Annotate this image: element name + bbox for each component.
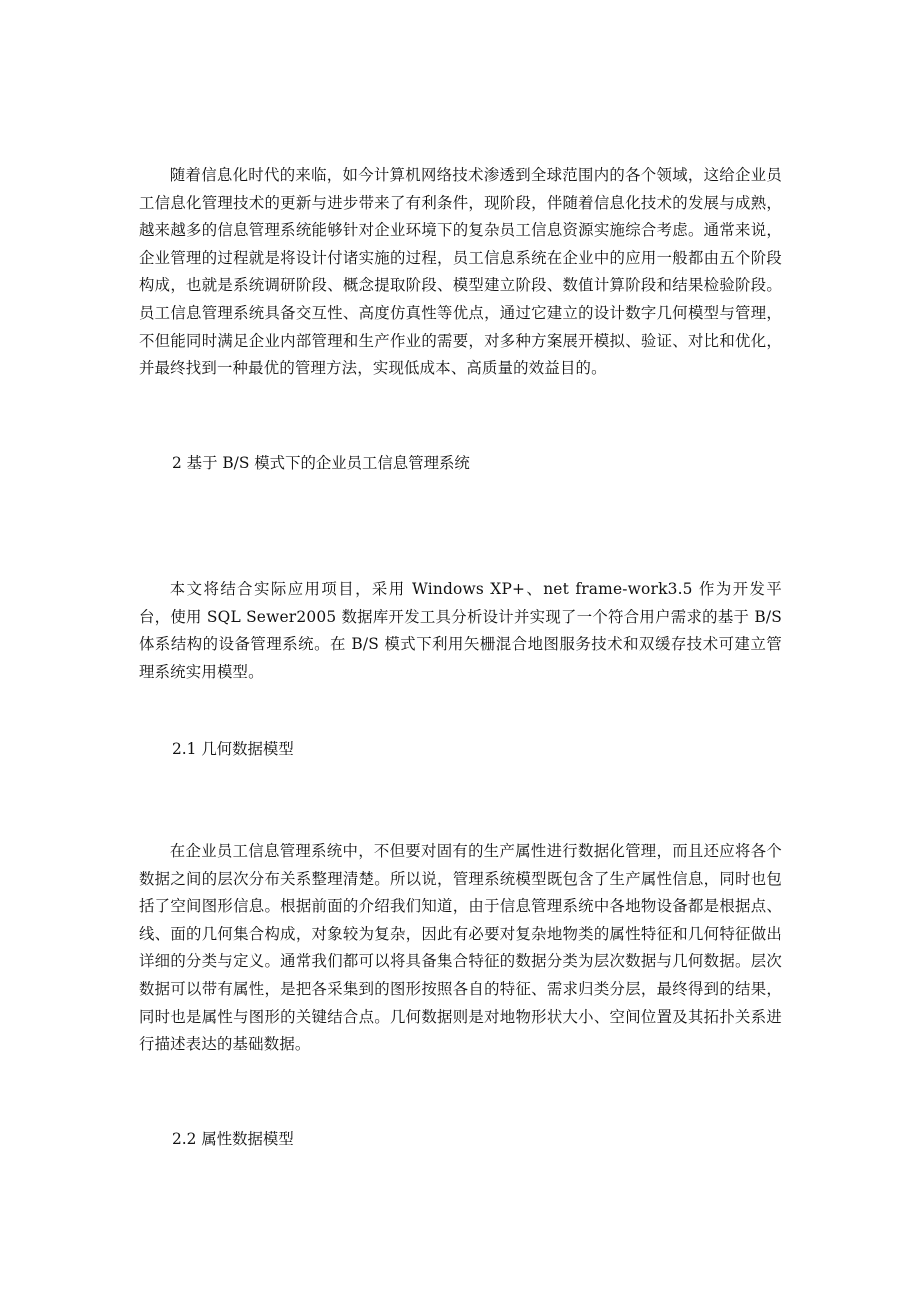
section-heading-2-1: 2.1 几何数据模型 [172,740,294,758]
section-heading-2-2: 2.2 属性数据模型 [172,1130,294,1148]
section-heading-2: 2 基于 B/S 模式下的企业员工信息管理系统 [172,454,470,472]
intro-paragraph: 随着信息化时代的来临，如今计算机网络技术渗透到全球范围内的各个领域，这给企业员工信息化管理技术的更新与进步带来了有利条件，现阶段，伴随着信息化技术的发展与成熟，越来越多的信息管理系统能够针对企业环境下的复杂员工信息资源实施综合考虑。通常来说，企业管理的过程就是将设计付诸实施的过程，员工信息系统在企业中的应用一般都由五个阶段构成，也就是系统调研阶段、概念提取阶段、模型建立阶段、数值计算阶段和结果检验阶段。员工信息管理系统具备交互性、高度仿真性等优点，通过它建立的设计数字几何模型与管理，不但能同时满足企业内部管理和生产作业的需要，对多种方案展开模拟、验证、对比和优化，并最终找到一种最优的管理方法，实现低成本、高质量的效益目的。 [139,166,782,378]
section-2-1-paragraph: 在企业员工信息管理系统中，不但要对固有的生产属性进行数据化管理，而且还应将各个数据之间的层次分布关系整理清楚。所以说，管理系统模型既包含了生产属性信息，同时也包括了空间图形信息。根据前面的介绍我们知道，由于信息管理系统中各地物设备都是根据点、线、面的几何集合构成，对象较为复杂，因此有必要对复杂地物类的属性特征和几何特征做出详细的分类与定义。通常我们都可以将具备集合特征的数据分类为层次数据与几何数据。层次数据可以带有属性，是把各采集到的图形按照各自的特征、需求归类分层，最终得到的结果，同时也是属性与图形的关键结合点。几何数据则是对地物形状大小、空间位置及其拓扑关系进行描述表达的基础数据。 [139,842,782,1054]
section-2-paragraph: 本文将结合实际应用项目，采用 Windows XP+、net frame-work3.5 作为开发平台，使用 SQL Sewer2005 数据库开发工具分析设计并实现了一个符合用户需求的基于 B/S 体系结构的设备管理系统。在 B/S 模式下利用矢栅混合地图服务技术和双缓存技术可建立管理系统实用模型。 [139,580,782,681]
